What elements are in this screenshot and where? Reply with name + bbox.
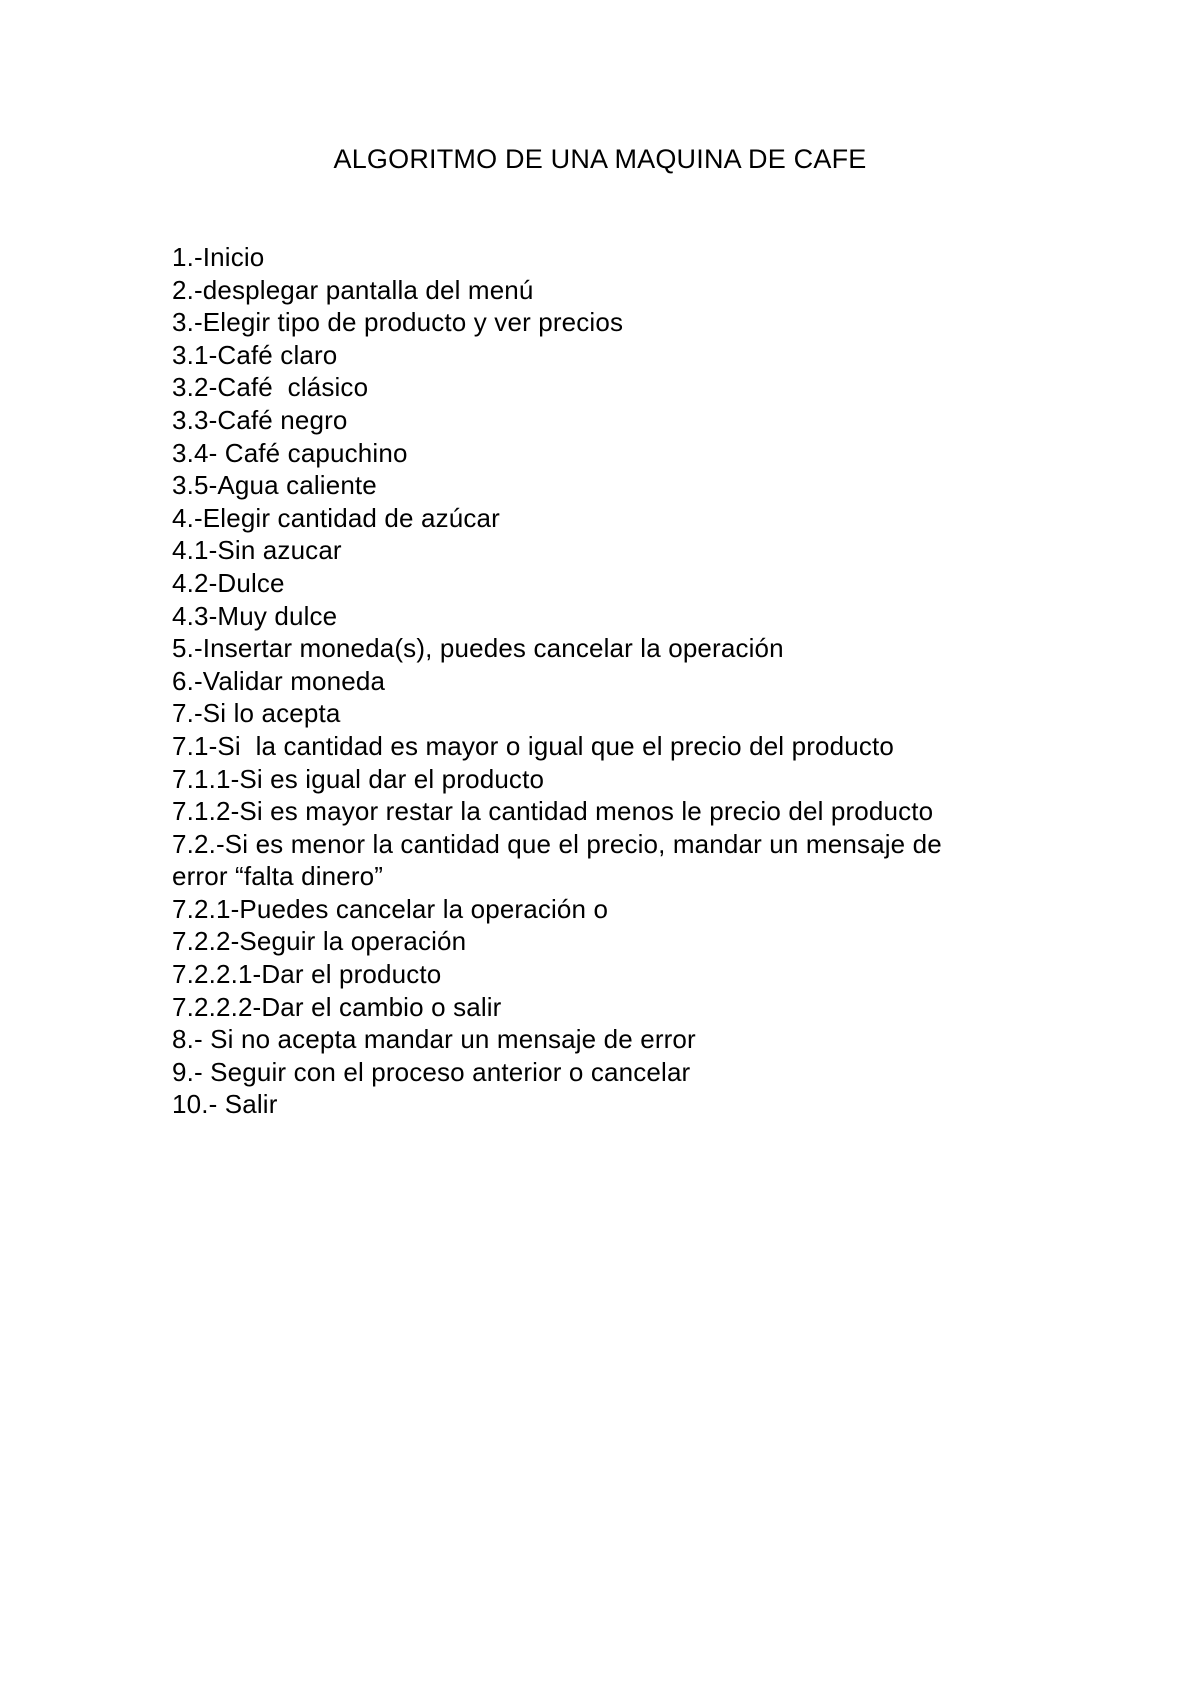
step-line: 4.-Elegir cantidad de azúcar: [172, 502, 500, 533]
step-line: 7.2.1-Puedes cancelar la operación o: [172, 893, 609, 924]
step-line: 3.2-Café clásico: [172, 372, 369, 403]
step-line: 7.2.2.2-Dar el cambio o salir: [172, 991, 502, 1022]
step-line: 7.1-Si la cantidad es mayor o igual que el precio del producto: [172, 730, 894, 761]
step-line: 7.1.1-Si es igual dar el producto: [172, 763, 545, 794]
algorithm-steps-list: [172, 241, 1052, 1121]
step-line: 3.-Elegir tipo de producto y ver precios: [172, 307, 624, 338]
document-title: ALGORITMO DE UNA MAQUINA DE CAFE: [333, 144, 867, 174]
step-line: 7.-Si lo acepta: [172, 698, 341, 729]
step-line: 7.2.2.1-Dar el producto: [172, 959, 442, 990]
step-line: 7.2.2-Seguir la operación: [172, 926, 467, 957]
step-line: 4.3-Muy dulce: [172, 600, 338, 631]
step-line: 5.-Insertar moneda(s), puedes cancelar la operación: [172, 633, 784, 664]
step-line: 7.1.2-Si es mayor restar la cantidad menos le precio del producto: [172, 796, 934, 827]
step-line: 1.-Inicio: [172, 242, 265, 272]
step-line: 9.- Seguir con el proceso anterior o cancelar: [172, 1056, 691, 1087]
step-line: 6.-Validar moneda: [172, 665, 386, 696]
step-line: 3.4- Café capuchino: [172, 437, 408, 468]
step-line: error “falta dinero”: [172, 861, 384, 892]
step-line: 2.-desplegar pantalla del menú: [172, 274, 534, 305]
step-line: 3.1-Café claro: [172, 339, 338, 370]
step-line: 3.5-Agua caliente: [172, 470, 377, 501]
step-line: 8.- Si no acepta mandar un mensaje de error: [172, 1024, 696, 1055]
step-line: 4.1-Sin azucar: [172, 535, 342, 566]
step-line: 3.3-Café negro: [172, 404, 348, 435]
step-line: 7.2.-Si es menor la cantidad que el precio, mandar un mensaje de: [172, 828, 942, 859]
step-line: 4.2-Dulce: [172, 567, 285, 598]
step-line: 10.- Salir: [172, 1089, 278, 1120]
